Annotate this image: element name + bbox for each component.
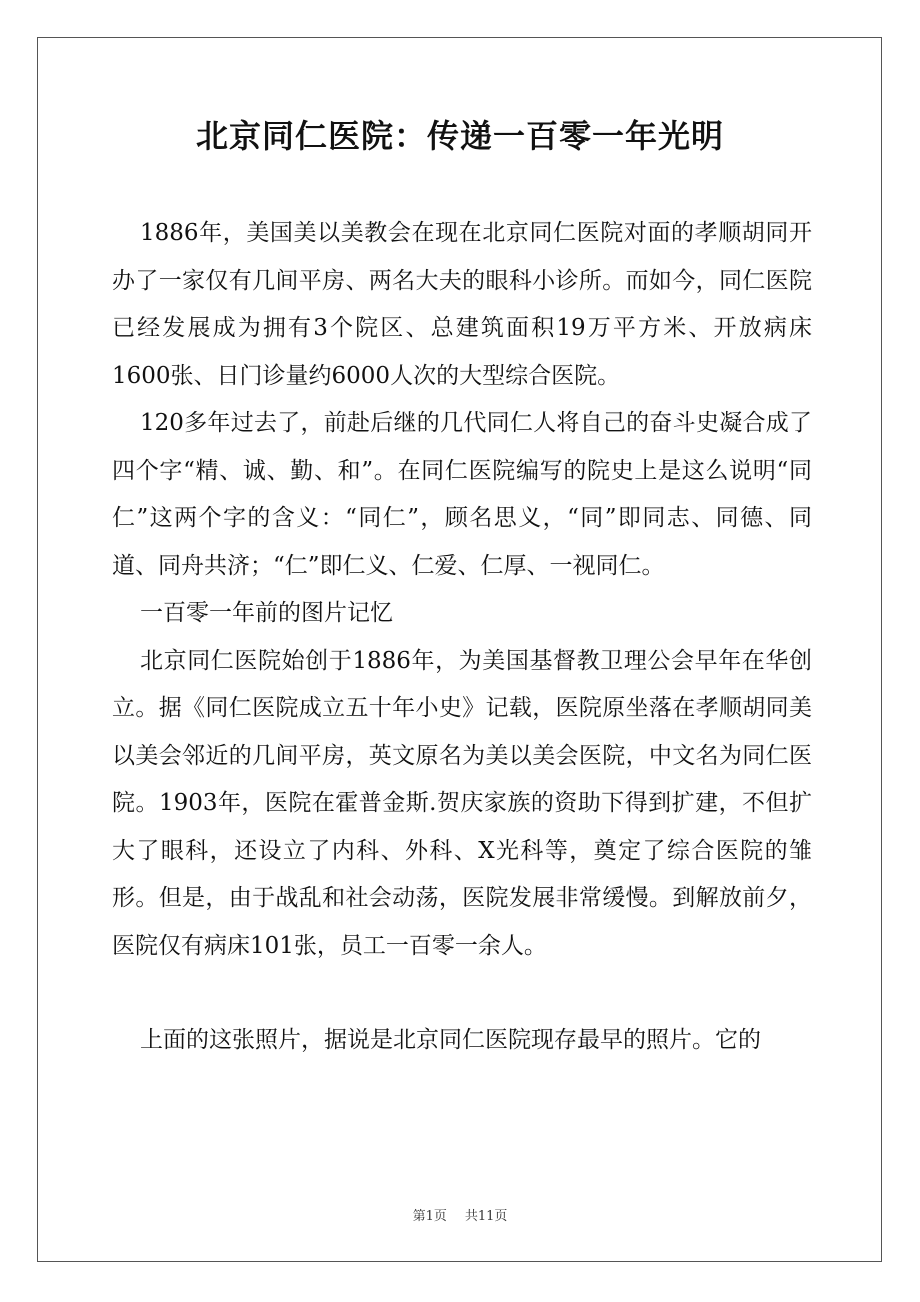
section-heading-photo-memory: 一百零一年前的图片记忆 (140, 600, 393, 626)
page-number-total: 共11页 (464, 1209, 508, 1224)
document-title: 北京同仁医院：传递一百零一年光明 (195, 117, 724, 155)
page-number-current: 第1页 (412, 1209, 447, 1224)
document-body (112, 210, 812, 1065)
page-footer (0, 1209, 920, 1225)
paragraph-photo: 上面的这张照片，据说是北京同仁医院现存最早的照片。它的 (140, 1027, 761, 1053)
paragraph-motto: 120多年过去了，前赴后继的几代同仁人将自己的奋斗史凝合成了四个字“精、诚、勤、和”。在同仁医院编写的院史上是这么说明“同仁”这两个字的含义：“同仁”，顾名思义，“同”即同志、同德、同道、同舟共济；“仁”即仁义、仁爱、仁厚、一视同仁。 (112, 410, 812, 579)
paragraph-history-intro: 1886年，美国美以美教会在现在北京同仁医院对面的孝顺胡同开办了一家仅有几间平房、两名大夫的眼科小诊所。而如今，同仁医院已经发展成为拥有3个院区、总建筑面积19万平方米、开放病床1600张、日门诊量约6000人次的大型综合医院。 (112, 220, 812, 389)
paragraph-founding: 北京同仁医院始创于1886年，为美国基督教卫理公会早年在华创立。据《同仁医院成立五十年小史》记载，医院原坐落在孝顺胡同美以美会邻近的几间平房，英文原名为美以美会医院，中文名为同仁医院。1903年，医院在霍普金斯.贺庆家族的资助下得到扩建，不但扩大了眼科，还设立了内科、外科、X光科等，奠定了综合医院的雏形。但是，由于战乱和社会动荡，医院发展非常缓慢。到解放前夕，医院仅有病床101张，员工一百零一余人。 (112, 647, 812, 959)
